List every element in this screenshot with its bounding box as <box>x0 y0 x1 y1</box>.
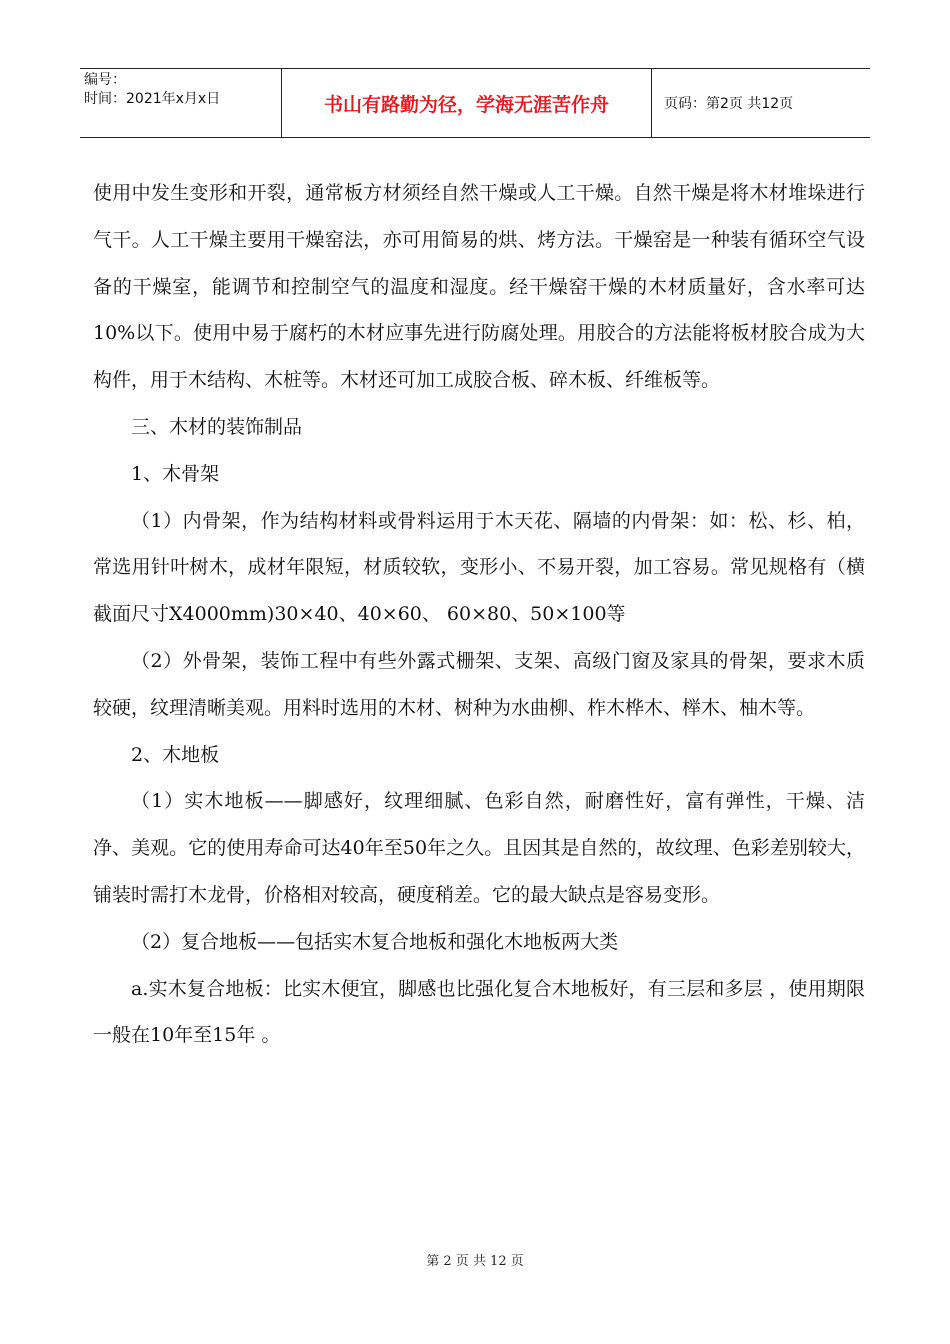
header-meta-cell <box>80 69 282 137</box>
document-number-label: 编号： <box>84 72 126 88</box>
section-heading-decor-products: 三、木材的装饰制品 <box>131 415 303 438</box>
header-page-info: 页码：第2页 共12页 <box>664 96 794 112</box>
paragraph-solid-wood-floor: （1）实木地板——脚感好，纹理细腻、色彩自然，耐磨性好，富有弹性，干燥、洁净、美观。它的使用寿命可达40年至50年之久。且因其是自然的，故纹理、色彩差别较大，铺装时需打木龙骨，价格相对较高，硬度稍差。它的最大缺点是容易变形。 <box>93 790 865 906</box>
page-header <box>80 68 870 138</box>
paragraph-inner-frame: （1）内骨架，作为结构材料或骨料运用于木天花、隔墙的内骨架：如：松、杉、柏，常选用针叶树木，成材年限短，材质较软，变形小、不易开裂，加工容易。常见规格有（横截面尺寸X4000mm)30×40、40×60、 60×80、50×100等 <box>93 509 865 626</box>
paragraph-solid-composite-floor: a.实木复合地板：比实木便宜，脚感也比强化复合木地板好，有三层和多层 ，使用期限一般在10年至15年 。 <box>93 977 865 1047</box>
document-body <box>93 170 865 1059</box>
paragraph-composite-floor: （2）复合地板——包括实木复合地板和强化木地板两大类 <box>131 930 619 953</box>
page-footer: 第 2 页 共 12 页 <box>426 1254 524 1269</box>
header-motto: 书山有路勤为径，学海无涯苦作舟 <box>282 69 652 137</box>
document-time-label: 时间：2021年x月x日 <box>84 91 221 107</box>
subsection-heading-wood-frame: 1、木骨架 <box>131 462 220 485</box>
paragraph-drying: 使用中发生变形和开裂，通常板方材须经自然干燥或人工干燥。自然干燥是将木材堆垛进行气干。人工干燥主要用干燥窑法，亦可用简易的烘、烤方法。干燥窑是一种装有循环空气设备的干燥室，能调节和控制空气的温度和湿度。经干燥窑干燥的木材质量好，含水率可达10%以下。使用中易于腐朽的木材应事先进行防腐处理。用胶合的方法能将板材胶合成为大构件，用于木结构、木桩等。木材还可加工成胶合板、碎木板、纤维板等。 <box>93 182 865 392</box>
subsection-heading-wood-floor: 2、木地板 <box>131 743 220 766</box>
paragraph-outer-frame: （2）外骨架，装饰工程中有些外露式栅架、支架、高级门窗及家具的骨架，要求木质较硬，纹理清晰美观。用料时选用的木材、树种为水曲柳、柞木桦木、榉木、柚木等。 <box>93 649 865 719</box>
